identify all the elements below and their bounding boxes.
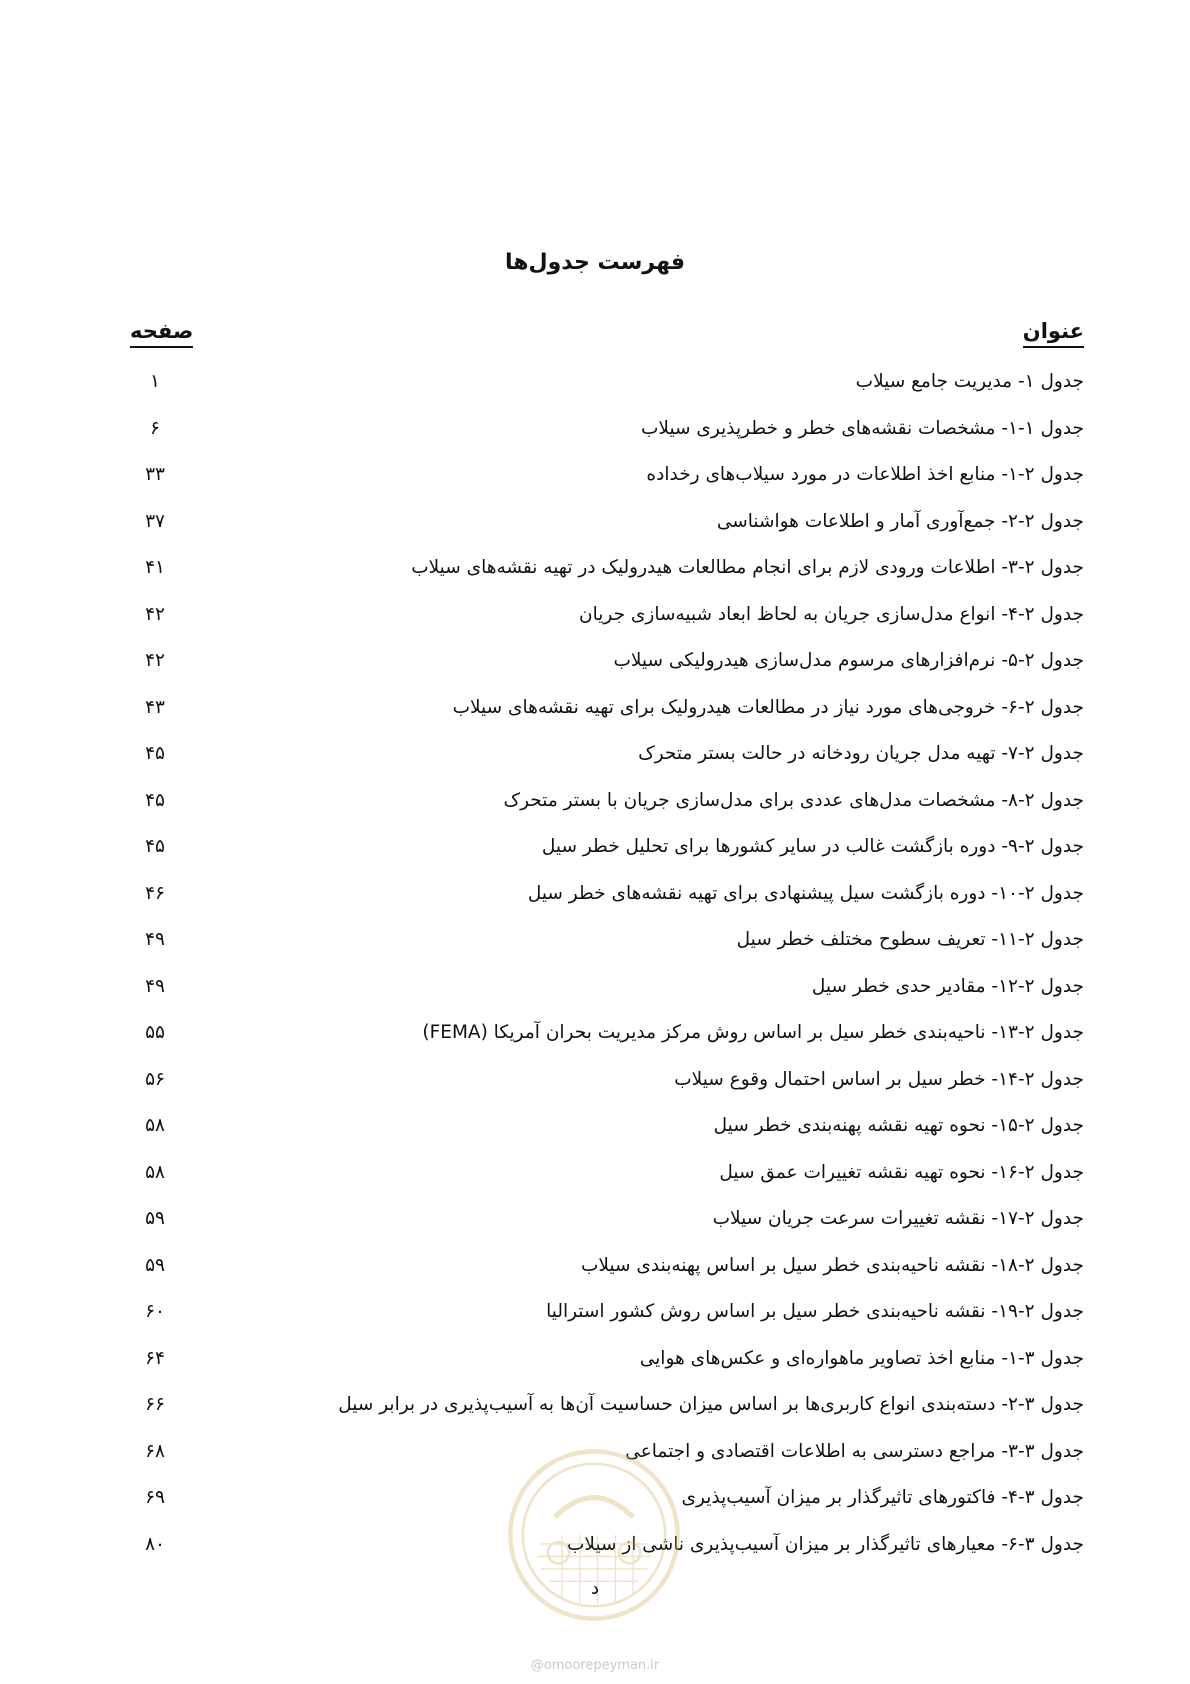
toc-entry-title: جدول ۲-۱۷- نقشه تغییرات سرعت جریان سیلاب [712,1208,1084,1229]
toc-entry-page: ۶۴ [145,1347,165,1369]
toc-entry [130,1531,1084,1578]
toc-entry [130,1391,1084,1438]
toc-entry [130,1112,1084,1159]
toc-entry-page: ۶۹ [145,1487,165,1508]
toc-entry-title: جدول ۲-۲- جمع‌آوری آمار و اطلاعات هواشناسی [716,510,1084,532]
toc-entry-page: ۶۶ [145,1394,165,1415]
toc-entry-page: ۴۹ [145,975,165,997]
toc-entry [130,833,1084,880]
toc-entry [130,740,1084,787]
toc-entry-title: جدول ۲-۴- انواع مدل‌سازی جریان به لحاظ ابعاد شبیه‌سازی جریان [579,603,1084,625]
toc-entry-page: ۴۳ [145,696,165,718]
toc-entry-title: جدول ۲-۳- اطلاعات ورودی لازم برای انجام مطالعات هیدرولیک در تهیه نقشه‌های سیلاب [411,557,1084,578]
toc-entry [130,1066,1084,1113]
toc-entry-page: ۵۹ [145,1208,165,1229]
toc-entry [130,1484,1084,1531]
toc-entry-page: ۶۸ [145,1440,165,1462]
toc-entry-title: جدول ۳-۴- فاکتورهای تاثیرگذار بر میزان آسیب‌پذیری [681,1487,1084,1508]
toc-entry-page: ۴۵ [145,836,165,857]
toc-entry-page: ۵۵ [145,1022,165,1043]
toc-entry-title: جدول ۲-۱۶- نحوه تهیه نقشه تغییرات عمق سیل [719,1161,1084,1183]
toc-entry [130,554,1084,601]
toc-entry-title: جدول ۳-۲- دسته‌بندی انواع کاربری‌ها بر اساس میزان حساسیت آن‌ها به آسیب‌پذیری در برابر سیل [338,1394,1084,1415]
table-of-tables-list [130,368,1084,1577]
toc-entry [130,787,1084,834]
toc-entry [130,694,1084,741]
toc-entry-title: جدول ۲-۱۵- نحوه تهیه نقشه پهنه‌بندی خطر سیل [713,1115,1084,1136]
toc-entry [130,926,1084,973]
toc-entry-page: ۵۹ [145,1254,165,1276]
toc-entry [130,415,1084,462]
toc-entry-page: ۴۱ [145,557,165,578]
toc-entry-page: ۵۸ [145,1115,165,1136]
toc-entry-page: ۴۲ [145,603,165,625]
column-header-title: عنوان [1023,318,1084,348]
toc-entry-page: ۵۶ [145,1068,165,1090]
toc-entry-page: ۱ [150,371,160,392]
toc-entry [130,1019,1084,1066]
toc-entry-page: ۵۸ [145,1161,165,1183]
toc-entry-title: جدول ۱- مدیریت جامع سیلاب [855,371,1084,392]
toc-entry [130,508,1084,555]
toc-entry [130,461,1084,508]
toc-entry-page: ۴۶ [145,882,165,904]
toc-entry-page: ۴۹ [145,929,165,950]
toc-entry-page: ۳۳ [145,464,165,485]
toc-entry [130,1252,1084,1299]
column-header-page: صفحه [130,318,193,348]
toc-entry-title: جدول ۲-۱۴- خطر سیل بر اساس احتمال وقوع سیلاب [674,1068,1084,1090]
toc-entry-title: جدول ۲-۱۱- تعریف سطوح مختلف خطر سیل [736,929,1084,950]
toc-entry [130,1298,1084,1345]
toc-entry [130,880,1084,927]
toc-entry [130,647,1084,694]
toc-entry-title: جدول ۲-۹- دوره بازگشت غالب در سایر کشورها برای تحلیل خطر سیل [541,836,1084,857]
toc-entry-title: جدول ۲-۱۰- دوره بازگشت سیل پیشنهادی برای تهیه نقشه‌های خطر سیل [527,882,1084,904]
toc-entry-title: جدول ۳-۶- معیارهای تاثیرگذار بر میزان آسیب‌پذیری ناشی از سیلاب [566,1533,1084,1555]
toc-entry-title: جدول ۲-۱۳- ناحیه‌بندی خطر سیل بر اساس روش مرکز مدیریت بحران آمریکا (FEMA) [422,1022,1084,1043]
toc-entry [130,1205,1084,1252]
toc-entry-page: ۶۰ [145,1301,165,1322]
toc-entry-page: ۶ [150,417,160,439]
toc-entry-title: جدول ۲-۱۲- مقادیر حدی خطر سیل [811,975,1084,997]
page-title: فهرست جدول‌ها [504,250,686,275]
toc-entry-title: جدول ۲-۱۹- نقشه ناحیه‌بندی خطر سیل بر اساس روش کشور استرالیا [546,1301,1084,1322]
toc-entry [130,601,1084,648]
watermark-url: @omoorepeyman.ir [530,1658,660,1673]
page-number: د [590,1578,599,1599]
toc-entry [130,1345,1084,1392]
toc-entry [130,1159,1084,1206]
toc-entry-title: جدول ۲-۷- تهیه مدل جریان رودخانه در حالت بستر متحرک [638,743,1084,764]
toc-entry [130,368,1084,415]
toc-entry-page: ۳۷ [145,510,165,532]
toc-entry-title: جدول ۲-۱۸- نقشه ناحیه‌بندی خطر سیل بر اساس پهنه‌بندی سیلاب [581,1254,1084,1276]
toc-entry-title: جدول ۲-۶- خروجی‌های مورد نیاز در مطالعات هیدرولیک برای تهیه نقشه‌های سیلاب [452,696,1084,718]
toc-entry-page: ۸۰ [145,1533,165,1555]
toc-entry [130,973,1084,1020]
toc-header-row [130,318,1084,352]
toc-entry-title: جدول ۳-۱- منابع اخذ تصاویر ماهواره‌ای و عکس‌های هوایی [639,1347,1084,1369]
toc-entry-page: ۴۲ [145,650,165,671]
toc-entry-title: جدول ۳-۳- مراجع دسترسی به اطلاعات اقتصادی و اجتماعی [625,1440,1084,1462]
toc-entry-page: ۴۵ [145,743,165,764]
toc-entry-title: جدول ۲-۱- منابع اخذ اطلاعات در مورد سیلاب‌های رخداده [646,464,1084,485]
toc-entry [130,1438,1084,1485]
toc-entry-title: جدول ۲-۸- مشخصات مدل‌های عددی برای مدل‌سازی جریان با بستر متحرک [503,789,1084,811]
toc-entry-page: ۴۵ [145,789,165,811]
toc-entry-title: جدول ۱-۱- مشخصات نقشه‌های خطر و خطرپذیری سیلاب [641,417,1084,439]
toc-entry-title: جدول ۲-۵- نرم‌افزارهای مرسوم مدل‌سازی هیدرولیکی سیلاب [613,650,1084,671]
